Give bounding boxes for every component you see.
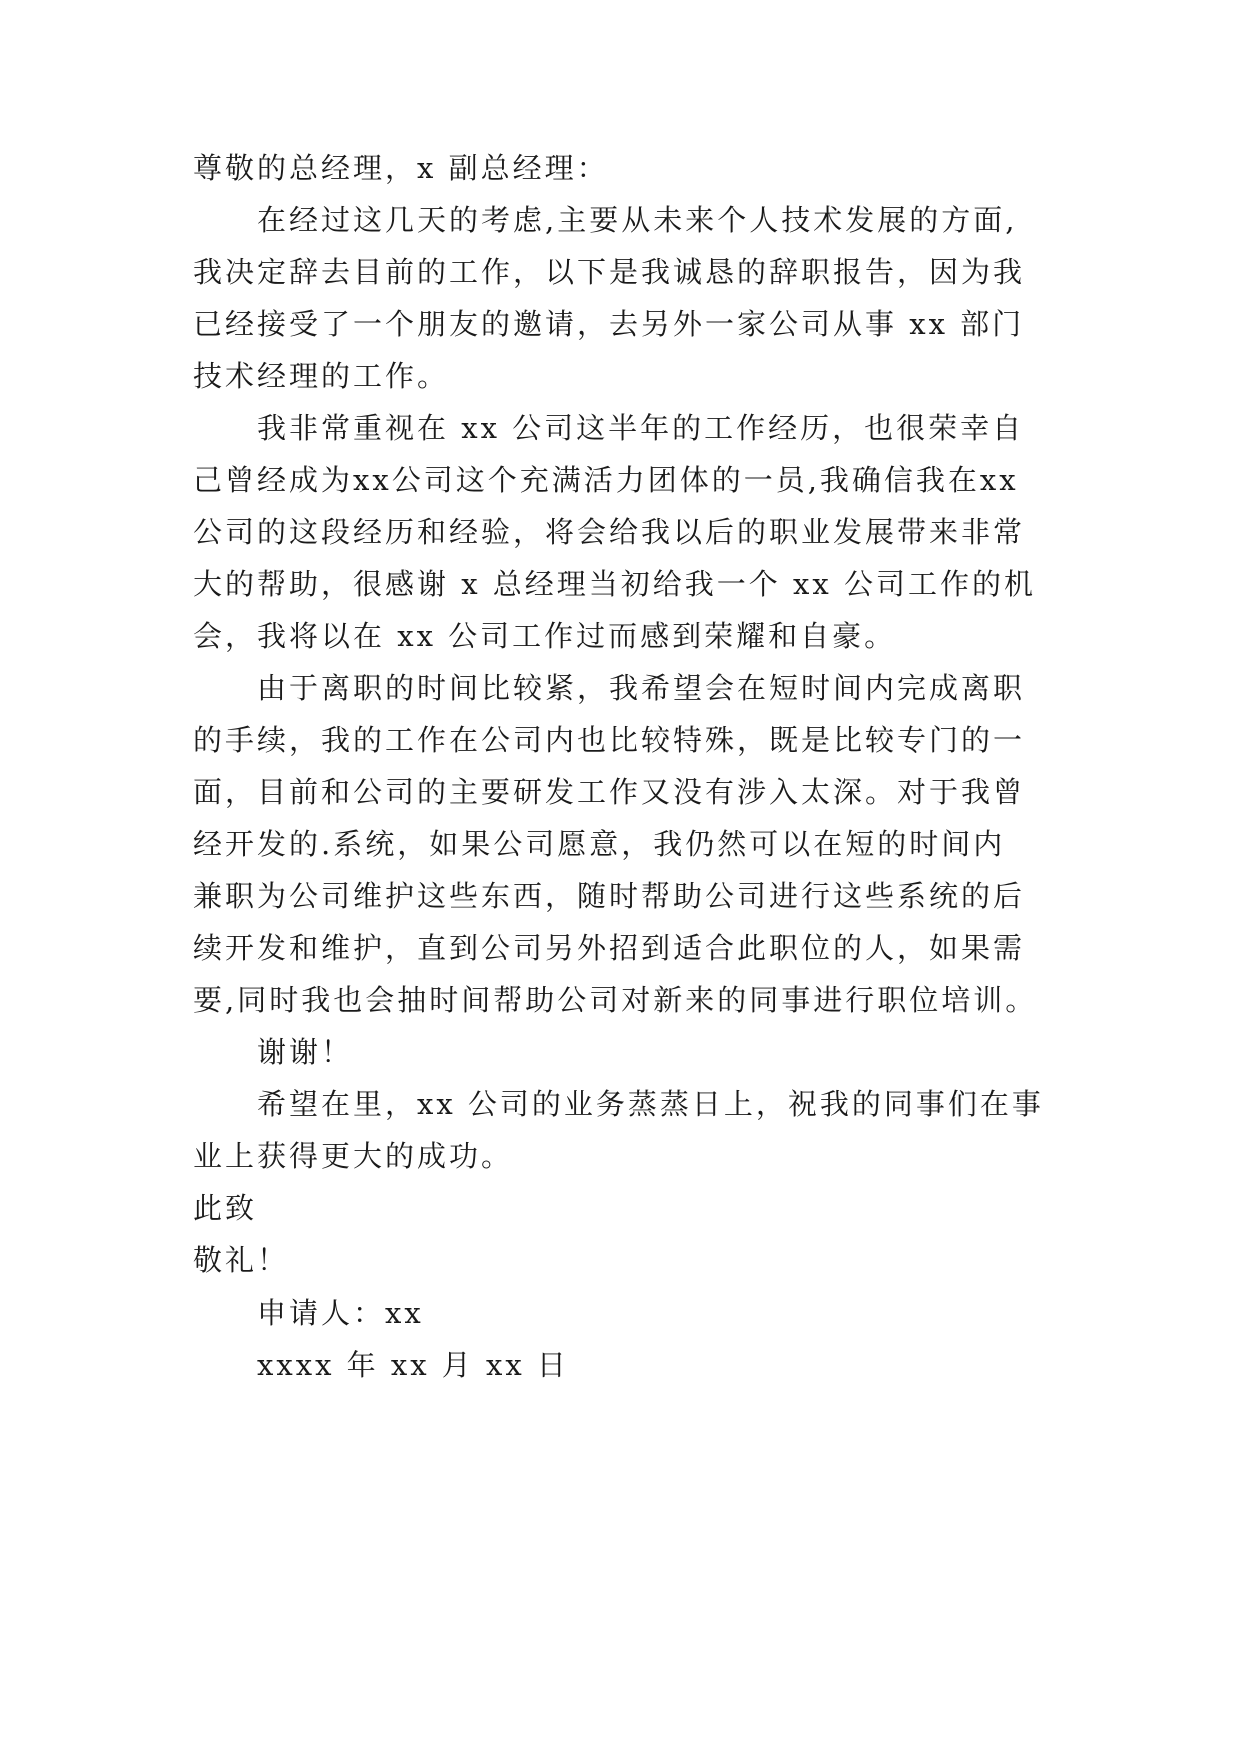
applicant-line: 申请人：xx bbox=[257, 1296, 424, 1330]
paragraph-3-line-1: 由于离职的时间比较紧，我希望会在短时间内完成离职 bbox=[257, 671, 1026, 705]
closing-jing-li: 敬礼！ bbox=[193, 1243, 290, 1277]
paragraph-2-line-1: 我非常重视在 xx 公司这半年的工作经历，也很荣幸自 bbox=[257, 411, 1025, 445]
paragraph-2-line-4: 大的帮助，很感谢 x 总经理当初给我一个 xx 公司工作的机 bbox=[193, 567, 1036, 601]
paragraph-4-line-2: 业上获得更大的成功。 bbox=[193, 1139, 514, 1173]
paragraph-3-line-7: 要,同时我也会抽时间帮助公司对新来的同事进行职位培训。 bbox=[193, 983, 1038, 1017]
closing-ci-zhi: 此致 bbox=[193, 1191, 258, 1225]
paragraph-1-line-2: 我决定辞去目前的工作，以下是我诚恳的辞职报告，因为我 bbox=[193, 255, 1026, 289]
date-line: xxxx 年 xx 月 xx 日 bbox=[257, 1348, 569, 1382]
paragraph-2-line-5: 会，我将以在 xx 公司工作过而感到荣耀和自豪。 bbox=[193, 619, 897, 653]
paragraph-2-line-2: 己曾经成为xx公司这个充满活力团体的一员,我确信我在xx bbox=[193, 463, 1019, 497]
paragraph-1-line-4: 技术经理的工作。 bbox=[193, 359, 450, 393]
paragraph-3-line-5: 兼职为公司维护这些东西，随时帮助公司进行这些系统的后 bbox=[193, 879, 1026, 913]
paragraph-1-line-1: 在经过这几天的考虑,主要从未来个人技术发展的方面, bbox=[257, 203, 1018, 237]
paragraph-1-line-3: 已经接受了一个朋友的邀请，去另外一家公司从事 xx 部门 bbox=[193, 307, 1025, 341]
paragraph-3-line-6: 续开发和维护，直到公司另外招到适合此职位的人，如果需 bbox=[193, 931, 1026, 965]
paragraph-3-line-2: 的手续，我的工作在公司内也比较特殊，既是比较专门的一 bbox=[193, 723, 1026, 757]
paragraph-3-line-3: 面，目前和公司的主要研发工作又没有涉入太深。对于我曾 bbox=[193, 775, 1026, 809]
paragraph-2-line-3: 公司的这段经历和经验，将会给我以后的职业发展带来非常 bbox=[193, 515, 1026, 549]
paragraph-3-line-4: 经开发的.系统，如果公司愿意，我仍然可以在短的时间内 bbox=[193, 827, 1006, 861]
thanks-line: 谢谢！ bbox=[257, 1035, 354, 1069]
paragraph-4-line-1: 希望在里，xx 公司的业务蒸蒸日上，祝我的同事们在事 bbox=[257, 1087, 1044, 1121]
salutation: 尊敬的总经理，x 副总经理： bbox=[193, 151, 609, 185]
